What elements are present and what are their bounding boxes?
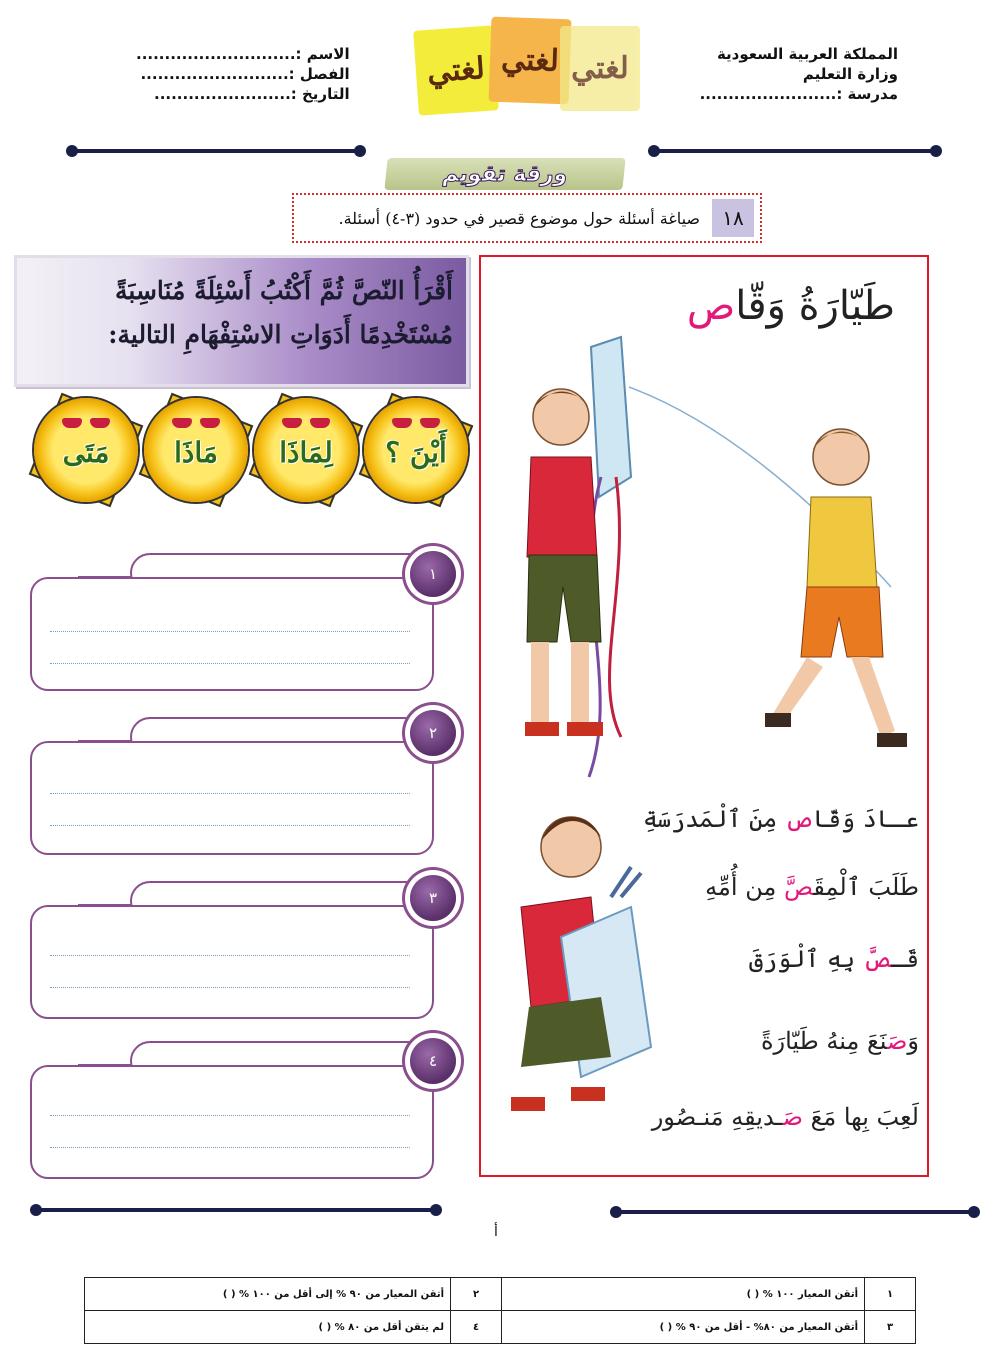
name-field[interactable]: الاسم :............................ bbox=[136, 45, 350, 63]
answer-box-4[interactable] bbox=[30, 1065, 434, 1179]
sun-word-where: أَيْنَ ؟ bbox=[364, 398, 468, 502]
boy-cutting-paper bbox=[511, 817, 651, 1111]
rubric-number: ٤ bbox=[451, 1311, 502, 1344]
boy-holding-kite bbox=[525, 389, 603, 736]
footer-divider-left bbox=[36, 1208, 436, 1212]
school-field[interactable]: مدرسة :........................ bbox=[699, 85, 898, 103]
sun-word-why: لِمَاذَا bbox=[254, 398, 358, 502]
number-badge: ٤ bbox=[410, 1038, 456, 1084]
ministry-label: وزارة التعليم bbox=[802, 65, 898, 83]
logo-tile-orange: لغتي bbox=[489, 17, 572, 105]
rubric-table bbox=[84, 1277, 916, 1344]
story-line-1: عـادَ وَقّاص مِنَ ٱلْمَدرَسَةِ bbox=[642, 805, 919, 833]
logo-tile-faded: لغتي bbox=[560, 26, 640, 111]
boy-running bbox=[765, 429, 907, 747]
story-line-2: طَلَبَ ٱلْمِقَصَّ مِن أُمِّهِ bbox=[705, 873, 919, 901]
header-divider-right bbox=[654, 149, 936, 153]
page-marker: أ bbox=[494, 1224, 498, 1240]
table-row bbox=[85, 1278, 916, 1311]
rubric-criterion[interactable]: أتقن المعيار من ٨٠% - أقل من ٩٠ % ( ) bbox=[502, 1311, 865, 1344]
number-badge: ٢ bbox=[410, 710, 456, 756]
rubric-number: ١ bbox=[865, 1278, 916, 1311]
sunglasses-icon bbox=[282, 418, 330, 428]
sun-word-what: مَاذَا bbox=[144, 398, 248, 502]
answer-box-3[interactable] bbox=[30, 905, 434, 1019]
standard-box bbox=[292, 193, 762, 243]
story-title: طَيّارَةُ وَقّاص bbox=[686, 283, 895, 329]
story-line-5: لَعِبَ بِها مَعَ صَـديقِهِ مَنـصُور bbox=[651, 1103, 919, 1131]
instruction-line-1: أَقْرَأُ النّصَّ ثُمَّ أَكْتُبُ أَسْئِلَةً مُنَاسِبَةً bbox=[115, 276, 453, 305]
class-field[interactable]: الفصل :.......................... bbox=[140, 65, 350, 83]
story-line-3: قَـصَّ بِهِ ٱلْوَرَقَ bbox=[749, 945, 919, 973]
standard-text: صياغة أسئلة حول موضوع قصير في حدود (٣-٤) أسئلة. bbox=[338, 208, 700, 228]
header-divider-left bbox=[72, 149, 360, 153]
rubric-criterion[interactable]: أتقن المعيار من ٩٠ % إلى أقل من ١٠٠ % ( ) bbox=[85, 1278, 451, 1311]
rubric-number: ٣ bbox=[865, 1311, 916, 1344]
footer-divider-right bbox=[616, 1210, 974, 1214]
header-left bbox=[136, 44, 350, 104]
country-label: المملكة العربية السعودية bbox=[716, 45, 898, 63]
number-badge: ٣ bbox=[410, 875, 456, 921]
instruction-box bbox=[14, 255, 469, 387]
story-line-4: وَصَنَعَ مِنهُ طَيّارَةً bbox=[760, 1027, 919, 1055]
date-field[interactable]: التاريخ :........................ bbox=[154, 85, 350, 103]
sunglasses-icon bbox=[62, 418, 110, 428]
rubric-number: ٢ bbox=[451, 1278, 502, 1311]
number-badge: ١ bbox=[410, 551, 456, 597]
instruction-line-2: مُسْتَخْدِمًا أَدَوَاتِ الاسْتِفْهَامِ التالية: bbox=[108, 320, 453, 349]
answer-box-1[interactable] bbox=[30, 577, 434, 691]
header-right bbox=[700, 44, 898, 104]
assessment-banner: ورقة تقويم bbox=[384, 158, 625, 190]
rubric-criterion[interactable]: أتقن المعيار ١٠٠ % ( ) bbox=[502, 1278, 865, 1311]
story-panel bbox=[479, 255, 929, 1177]
sunglasses-icon bbox=[392, 418, 440, 428]
rubric-criterion[interactable]: لم يتقن أقل من ٨٠ % ( ) bbox=[85, 1311, 451, 1344]
standard-number: ١٨ bbox=[712, 199, 754, 237]
table-row bbox=[85, 1311, 916, 1344]
sun-word-when: مَتَى bbox=[34, 398, 138, 502]
sunglasses-icon bbox=[172, 418, 220, 428]
answer-box-2[interactable] bbox=[30, 741, 434, 855]
logo-tile-yellow: لغتي bbox=[413, 25, 499, 115]
